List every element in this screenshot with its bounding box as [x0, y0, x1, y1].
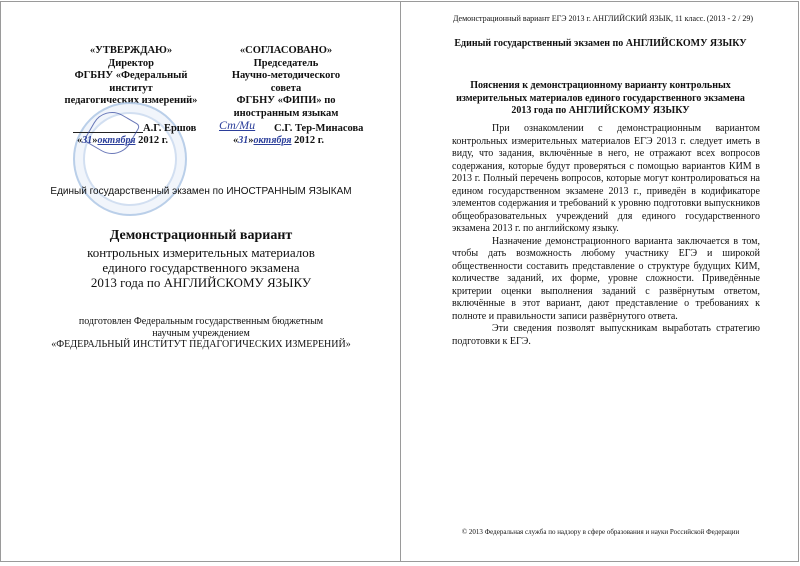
- agreement-title: «СОГЛАСОВАНО»: [239, 45, 333, 56]
- date-month: октября: [97, 135, 136, 146]
- agreement-block: [216, 45, 356, 120]
- date-day: 31: [238, 135, 249, 146]
- exam-line: Единый государственный экзамен по ИНОСТРАННЫМ ЯЗЫКАМ: [50, 186, 352, 197]
- subheading-line: 2013 года по АНГЛИЙСКОМУ ЯЗЫКУ: [511, 105, 690, 116]
- prepared-line: научным учреждением: [152, 327, 250, 339]
- prepared-line: «ФЕДЕРАЛЬНЫЙ ИНСТИТУТ ПЕДАГОГИЧЕСКИХ ИЗМЕРЕНИЙ»: [51, 339, 351, 350]
- subtitle-line: 2013 года по АНГЛИЙСКОМУ ЯЗЫКУ: [90, 275, 312, 290]
- prepared-by: [1, 316, 401, 351]
- agreement-org: Научно-методического совета: [231, 70, 341, 94]
- left-page: [0, 1, 401, 562]
- date-year: 2012 г.: [294, 135, 324, 146]
- agreement-org: ФГБНУ «ФИПИ» по: [236, 95, 336, 106]
- agreement-role: Председатель: [253, 57, 319, 69]
- date-year: 2012 г.: [138, 135, 168, 146]
- date-month: октября: [253, 135, 292, 146]
- approval-block: [61, 45, 201, 108]
- paragraph: Эти сведения позволят выпускникам выработать стратегию подготовки к ЕГЭ.: [452, 323, 760, 347]
- agreement-org: иностранным языкам: [233, 107, 339, 119]
- paragraph: При ознакомлении с демонстрационным вариантом контрольных измерительных материалов ЕГЭ 2013 г. следует иметь в виду, что задания, включённые в него, не отражают всех вопросов содержания, которые будут проверяться с помощью вариантов КИМ в 2013 г. Полный перечень вопросов, которые могут контролироваться на едином государственном экзамене 2013 г., приведён в кодификаторе элементов содержания и требований к уровню подготовки выпускников общеобразовательных учреждений для единого государственного экзамена 2013 г. по английскому языку.: [452, 123, 760, 234]
- header-page-number: (2013 - 2 / 29): [706, 14, 753, 23]
- approval-org: педагогических измерений»: [64, 95, 198, 106]
- subtitle-line: контрольных измерительных материалов: [87, 245, 315, 260]
- right-page: [400, 1, 799, 562]
- approval-date: «31»октября 2012 г.: [77, 135, 168, 146]
- subheading-line: измерительных материалов единого государственного экзамена: [456, 92, 745, 104]
- subtitle-line: единого государственного экзамена: [102, 260, 300, 275]
- agreer-name: С.Г. Тер-Минасова: [274, 123, 364, 134]
- running-header: [453, 14, 753, 23]
- approver-name: А.Г. Ершов: [143, 123, 197, 134]
- document-subtitle: [1, 245, 401, 290]
- header-mid: АНГЛИЙСКИЙ ЯЗЫК, 11 класс.: [592, 14, 706, 23]
- subheading-line: Пояснения к демонстрационному варианту контрольных: [470, 80, 731, 91]
- approval-org: ФГБНУ «Федеральный институт: [74, 70, 188, 94]
- signature-ter-minasova: Ст/Ми: [219, 118, 256, 132]
- prepared-line: подготовлен Федеральным государственным бюджетным: [78, 316, 324, 327]
- page-subheading: [401, 80, 800, 118]
- page-heading: Единый государственный экзамен по АНГЛИЙСКОМУ ЯЗЫКУ: [454, 38, 747, 49]
- date-day: 31: [82, 135, 93, 146]
- copyright-footer: © 2013 Федеральная служба по надзору в сфере образования и науки Российской Федерации: [461, 528, 740, 536]
- header-left: Демонстрационный вариант ЕГЭ 2013 г.: [453, 14, 591, 23]
- document-title: Демонстрационный вариант: [109, 228, 293, 243]
- approval-title: «УТВЕРЖДАЮ»: [89, 45, 173, 56]
- body-text: [452, 123, 760, 348]
- approval-role: Директор: [108, 57, 154, 69]
- paragraph: Назначение демонстрационного варианта заключается в том, чтобы дать возможность любому участнику ЕГЭ и широкой общественности составить представление о структуре будущих КИМ, количестве заданий, их форме, уровне сложности. Приведённые критерии оценки выполнения заданий с развёрнутым ответом, включённые в этот вариант, дают представление о требованиях к полноте и правильности записи развёрнутого ответа.: [452, 235, 760, 322]
- agreement-date: «31»октября 2012 г.: [233, 135, 324, 146]
